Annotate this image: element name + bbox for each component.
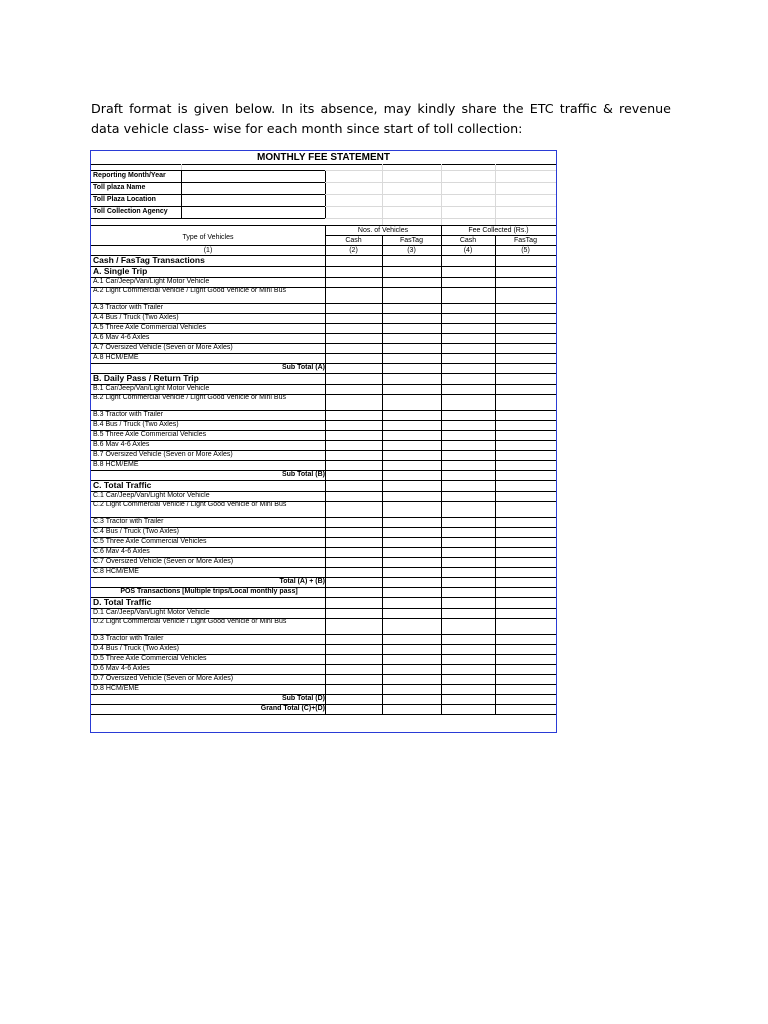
vehicle-class-label: D.6 Mav 4-6 Axles: [93, 665, 150, 672]
data-entry-cell[interactable]: [382, 303, 441, 313]
data-entry-cell[interactable]: [441, 333, 495, 343]
data-entry-cell[interactable]: [495, 608, 556, 618]
data-entry-cell[interactable]: [382, 527, 441, 537]
data-entry-cell[interactable]: [325, 527, 382, 537]
statement-title: MONTHLY FEE STATEMENT: [257, 152, 390, 163]
grid-line: [181, 170, 182, 218]
data-entry-cell[interactable]: [495, 287, 556, 303]
section-heading: Cash / FasTag Transactions: [93, 255, 205, 265]
data-entry-cell[interactable]: [382, 664, 441, 674]
data-entry-cell[interactable]: [495, 654, 556, 664]
column-number-1: (1): [203, 247, 213, 254]
data-entry-cell[interactable]: [441, 450, 495, 460]
data-entry-cell[interactable]: [495, 373, 556, 384]
data-entry-cell[interactable]: [382, 420, 441, 430]
data-entry-cell[interactable]: [495, 694, 556, 704]
data-entry-cell[interactable]: [325, 684, 382, 694]
data-entry-cell[interactable]: [382, 517, 441, 527]
data-entry-cell[interactable]: [441, 537, 495, 547]
data-entry-cell[interactable]: [325, 577, 382, 587]
cash-column-header: Cash: [345, 237, 362, 244]
data-entry-cell[interactable]: [382, 634, 441, 644]
vehicle-class-label: D.8 HCM/EME: [93, 685, 139, 692]
data-entry-cell[interactable]: [382, 266, 441, 277]
vehicle-class-label: B.8 HCM/EME: [93, 461, 139, 468]
data-entry-cell[interactable]: [495, 460, 556, 470]
data-entry-cell[interactable]: [382, 608, 441, 618]
data-entry-cell[interactable]: [441, 363, 495, 373]
data-entry-cell[interactable]: [495, 313, 556, 323]
data-entry-cell[interactable]: [382, 557, 441, 567]
data-entry-cell[interactable]: [495, 303, 556, 313]
data-entry-cell[interactable]: [441, 384, 495, 394]
data-entry-cell[interactable]: [441, 517, 495, 527]
data-entry-cell[interactable]: [382, 440, 441, 450]
data-entry-cell[interactable]: [441, 547, 495, 557]
data-entry-cell[interactable]: [441, 470, 495, 480]
data-entry-cell[interactable]: [325, 587, 382, 597]
grid-line: [441, 164, 442, 225]
data-entry-cell[interactable]: [495, 537, 556, 547]
subtotal-label: Sub Total (D): [281, 695, 325, 702]
vehicle-class-label: C.4 Bus / Truck (Two Axles): [93, 528, 179, 535]
data-entry-cell[interactable]: [441, 343, 495, 353]
fastag-column-header: FasTag: [514, 237, 537, 244]
data-entry-cell[interactable]: [495, 674, 556, 684]
data-entry-cell[interactable]: [382, 410, 441, 420]
data-entry-cell[interactable]: [325, 674, 382, 684]
data-entry-cell[interactable]: [382, 287, 441, 303]
data-entry-cell[interactable]: [441, 674, 495, 684]
vehicle-class-label: C.1 Car/Jeep/Van/Light Motor Vehicle: [93, 492, 210, 499]
data-entry-cell[interactable]: [441, 420, 495, 430]
vehicle-class-label: B.4 Bus / Truck (Two Axles): [93, 421, 179, 428]
data-entry-cell[interactable]: [441, 527, 495, 537]
data-entry-cell[interactable]: [441, 664, 495, 674]
data-entry-cell[interactable]: [441, 608, 495, 618]
data-entry-cell[interactable]: [441, 597, 495, 608]
section-heading: C. Total Traffic: [93, 480, 152, 490]
data-entry-cell[interactable]: [382, 537, 441, 547]
data-entry-cell[interactable]: [495, 277, 556, 287]
data-entry-cell[interactable]: [325, 557, 382, 567]
data-entry-cell[interactable]: [382, 353, 441, 363]
data-entry-cell[interactable]: [495, 255, 556, 266]
data-entry-cell[interactable]: [325, 480, 382, 491]
grid-line: [495, 255, 496, 714]
data-entry-cell[interactable]: [441, 634, 495, 644]
subtotal-label: Sub Total (B): [281, 471, 325, 478]
data-entry-cell[interactable]: [382, 313, 441, 323]
data-entry-cell[interactable]: [441, 567, 495, 577]
data-entry-cell[interactable]: [325, 333, 382, 343]
data-entry-cell[interactable]: [382, 373, 441, 384]
vehicle-class-label: B.3 Tractor with Trailer: [93, 411, 164, 418]
vehicle-class-label: A.2 Light Commercial Vehicle / Light Good Vehicle or Mini Bus: [93, 287, 286, 294]
vehicle-class-label: A.6 Mav 4-6 Axles: [93, 334, 150, 341]
data-entry-cell[interactable]: [495, 501, 556, 517]
vehicle-class-label: D.1 Car/Jeep/Van/Light Motor Vehicle: [93, 609, 210, 616]
data-entry-cell[interactable]: [441, 440, 495, 450]
data-entry-cell[interactable]: [382, 567, 441, 577]
data-entry-cell[interactable]: [495, 410, 556, 420]
form-field-label: Toll Collection Agency: [93, 208, 168, 215]
grid-line: [91, 206, 325, 207]
data-entry-cell[interactable]: [382, 654, 441, 664]
data-entry-cell[interactable]: [325, 597, 382, 608]
data-entry-cell[interactable]: [325, 277, 382, 287]
data-entry-cell[interactable]: [382, 491, 441, 501]
data-entry-cell[interactable]: [495, 266, 556, 277]
data-entry-cell[interactable]: [382, 384, 441, 394]
data-entry-cell[interactable]: [495, 450, 556, 460]
cash-column-header: Cash: [459, 237, 477, 244]
grid-line: [382, 164, 383, 225]
fastag-column-header: FasTag: [400, 237, 423, 244]
data-entry-cell[interactable]: [325, 704, 382, 714]
data-entry-cell[interactable]: [441, 704, 495, 714]
grid-line: [91, 714, 556, 715]
column-number-2: (2): [349, 247, 358, 254]
vehicle-class-label: C.3 Tractor with Trailer: [93, 518, 164, 525]
pos-transactions-label: POS Transactions [Multiple trips/Local monthly pass]: [120, 588, 298, 595]
data-entry-cell[interactable]: [325, 517, 382, 527]
data-entry-cell[interactable]: [441, 587, 495, 597]
data-entry-cell[interactable]: [382, 587, 441, 597]
vehicle-class-label: A.5 Three Axle Commercial Vehicles: [93, 324, 207, 331]
data-entry-cell[interactable]: [325, 255, 382, 266]
data-entry-cell[interactable]: [325, 547, 382, 557]
data-entry-cell[interactable]: [325, 287, 382, 303]
data-entry-cell[interactable]: [495, 430, 556, 440]
data-entry-cell[interactable]: [441, 255, 495, 266]
data-entry-cell[interactable]: [441, 287, 495, 303]
data-entry-cell[interactable]: [382, 333, 441, 343]
data-entry-cell[interactable]: [382, 597, 441, 608]
vehicle-class-label: A.8 HCM/EME: [93, 354, 139, 361]
data-entry-cell[interactable]: [325, 420, 382, 430]
data-entry-cell[interactable]: [495, 333, 556, 343]
data-entry-cell[interactable]: [441, 644, 495, 654]
data-entry-cell[interactable]: [495, 634, 556, 644]
grid-line: [441, 255, 442, 714]
data-entry-cell[interactable]: [441, 394, 495, 410]
data-entry-cell[interactable]: [382, 547, 441, 557]
data-entry-cell[interactable]: [382, 277, 441, 287]
vehicle-class-label: A.4 Bus / Truck (Two Axles): [93, 314, 179, 321]
vehicle-class-label: B.7 Oversized Vehicle (Seven or More Axles): [93, 451, 233, 458]
data-entry-cell[interactable]: [495, 491, 556, 501]
data-entry-cell[interactable]: [325, 694, 382, 704]
grid-line: [325, 255, 326, 714]
data-entry-cell[interactable]: [382, 694, 441, 704]
vehicle-class-label: D.3 Tractor with Trailer: [93, 635, 164, 642]
data-entry-cell[interactable]: [325, 323, 382, 333]
vehicle-class-label: D.4 Bus / Truck (Two Axles): [93, 645, 179, 652]
vehicle-class-label: B.5 Three Axle Commercial Vehicles: [93, 431, 207, 438]
vehicle-class-label: D.2 Light Commercial Vehicle / Light Good Vehicle or Mini Bus: [93, 618, 287, 625]
data-entry-cell[interactable]: [495, 684, 556, 694]
data-entry-cell[interactable]: [382, 450, 441, 460]
data-entry-cell[interactable]: [441, 430, 495, 440]
data-entry-cell[interactable]: [325, 654, 382, 664]
data-entry-cell[interactable]: [325, 491, 382, 501]
grid-line: [495, 164, 496, 225]
data-entry-cell[interactable]: [495, 420, 556, 430]
data-entry-cell[interactable]: [325, 410, 382, 420]
data-entry-cell[interactable]: [441, 277, 495, 287]
vehicle-class-label: B.1 Car/Jeep/Van/Light Motor Vehicle: [93, 385, 210, 392]
data-entry-cell[interactable]: [325, 440, 382, 450]
data-entry-cell[interactable]: [382, 470, 441, 480]
data-entry-cell[interactable]: [325, 430, 382, 440]
form-field-label: Reporting Month/Year: [93, 172, 166, 179]
data-entry-cell[interactable]: [441, 353, 495, 363]
form-field-value-input[interactable]: [183, 182, 323, 194]
vehicle-class-label: B.6 Mav 4-6 Axles: [93, 441, 150, 448]
data-entry-cell[interactable]: [325, 303, 382, 313]
form-field-value-input[interactable]: [183, 206, 323, 218]
data-entry-cell[interactable]: [382, 460, 441, 470]
section-heading: B. Daily Pass / Return Trip: [93, 373, 199, 383]
data-entry-cell[interactable]: [325, 266, 382, 277]
data-entry-cell[interactable]: [325, 618, 382, 634]
data-entry-cell[interactable]: [325, 384, 382, 394]
subtotal-label: Total (A) + (B): [279, 578, 325, 585]
data-entry-cell[interactable]: [495, 597, 556, 608]
data-entry-cell[interactable]: [325, 353, 382, 363]
nos-of-vehicles-header: Nos. of Vehicles: [357, 227, 409, 234]
data-entry-cell[interactable]: [441, 323, 495, 333]
data-entry-cell[interactable]: [441, 460, 495, 470]
subtotal-label: Sub Total (A): [281, 364, 325, 371]
data-entry-cell[interactable]: [495, 527, 556, 537]
data-entry-cell[interactable]: [382, 430, 441, 440]
intro-paragraph: Draft format is given below. In its absence, may kindly share the ETC traffic & revenue data vehicle class- wise for each month since start of toll collection:: [91, 101, 671, 136]
data-entry-cell[interactable]: [325, 664, 382, 674]
data-entry-cell[interactable]: [325, 470, 382, 480]
data-entry-cell[interactable]: [382, 618, 441, 634]
data-entry-cell[interactable]: [325, 373, 382, 384]
grid-line: [181, 164, 182, 170]
data-entry-cell[interactable]: [495, 704, 556, 714]
data-entry-cell[interactable]: [325, 644, 382, 654]
grid-line: [382, 255, 383, 714]
data-entry-cell[interactable]: [441, 694, 495, 704]
data-entry-cell[interactable]: [495, 440, 556, 450]
data-entry-cell[interactable]: [382, 674, 441, 684]
data-entry-cell[interactable]: [382, 323, 441, 333]
data-entry-cell[interactable]: [495, 587, 556, 597]
vehicle-class-label: C.7 Oversized Vehicle (Seven or More Axles): [93, 558, 234, 565]
data-entry-cell[interactable]: [382, 255, 441, 266]
grid-line: [91, 164, 556, 165]
data-entry-cell[interactable]: [382, 394, 441, 410]
grid-line: [91, 170, 325, 171]
data-entry-cell[interactable]: [495, 567, 556, 577]
data-entry-cell[interactable]: [441, 313, 495, 323]
data-entry-cell[interactable]: [325, 343, 382, 353]
column-number-4: (4): [463, 247, 473, 254]
monthly-fee-statement-table: [90, 150, 557, 733]
data-entry-cell[interactable]: [495, 644, 556, 654]
data-entry-cell[interactable]: [495, 323, 556, 333]
data-entry-cell[interactable]: [441, 654, 495, 664]
vehicle-class-label: A.3 Tractor with Trailer: [93, 304, 164, 311]
data-entry-cell[interactable]: [325, 363, 382, 373]
vehicle-class-label: A.1 Car/Jeep/Van/Light Motor Vehicle: [93, 278, 210, 285]
form-field-value-input[interactable]: [183, 170, 323, 182]
data-entry-cell[interactable]: [441, 577, 495, 587]
data-entry-cell[interactable]: [325, 608, 382, 618]
vehicle-class-label: D.5 Three Axle Commercial Vehicles: [93, 655, 207, 662]
data-entry-cell[interactable]: [382, 644, 441, 654]
data-entry-cell[interactable]: [495, 384, 556, 394]
data-entry-cell[interactable]: [441, 410, 495, 420]
section-heading: D. Total Traffic: [93, 597, 152, 607]
data-entry-cell[interactable]: [441, 557, 495, 567]
vehicle-class-label: C.6 Mav 4-6 Axles: [93, 548, 150, 555]
grid-line: [91, 182, 325, 183]
data-entry-cell[interactable]: [441, 501, 495, 517]
data-entry-cell[interactable]: [325, 537, 382, 547]
data-entry-cell[interactable]: [382, 501, 441, 517]
column-number-5: (5): [521, 247, 530, 254]
data-entry-cell[interactable]: [495, 363, 556, 373]
data-entry-cell[interactable]: [495, 480, 556, 491]
form-field-label: Toll Plaza Location: [93, 196, 156, 203]
data-entry-cell[interactable]: [382, 480, 441, 491]
column-number-3: (3): [407, 247, 416, 254]
data-entry-cell[interactable]: [495, 470, 556, 480]
data-entry-cell[interactable]: [382, 684, 441, 694]
data-entry-cell[interactable]: [382, 704, 441, 714]
data-entry-cell[interactable]: [495, 664, 556, 674]
data-entry-cell[interactable]: [441, 618, 495, 634]
data-entry-cell[interactable]: [382, 343, 441, 353]
data-entry-cell[interactable]: [325, 634, 382, 644]
data-entry-cell[interactable]: [441, 303, 495, 313]
vehicle-class-label: A.7 Oversized Vehicle (Seven or More Axles): [93, 344, 233, 351]
data-entry-cell[interactable]: [495, 577, 556, 587]
data-entry-cell[interactable]: [441, 480, 495, 491]
subtotal-label: Grand Total (C)+(D): [260, 705, 325, 712]
data-entry-cell[interactable]: [495, 557, 556, 567]
data-entry-cell[interactable]: [325, 567, 382, 577]
fee-collected-header: Fee Collected (Rs.): [468, 227, 529, 234]
data-entry-cell[interactable]: [495, 618, 556, 634]
data-entry-cell[interactable]: [325, 394, 382, 410]
vehicle-class-label: B.2 Light Commercial Vehicle / Light Good Vehicle or Mini Bus: [93, 394, 286, 401]
data-entry-cell[interactable]: [495, 353, 556, 363]
data-entry-cell[interactable]: [325, 450, 382, 460]
vehicle-class-label: C.5 Three Axle Commercial Vehicles: [93, 538, 207, 545]
data-entry-cell[interactable]: [495, 394, 556, 410]
data-entry-cell[interactable]: [325, 460, 382, 470]
data-entry-cell[interactable]: [495, 343, 556, 353]
vehicle-class-label: C.8 HCM/EME: [93, 568, 139, 575]
data-entry-cell[interactable]: [325, 313, 382, 323]
data-entry-cell[interactable]: [382, 577, 441, 587]
section-heading: A. Single Trip: [93, 266, 148, 276]
data-entry-cell[interactable]: [441, 266, 495, 277]
data-entry-cell[interactable]: [325, 501, 382, 517]
vehicle-class-label: D.7 Oversized Vehicle (Seven or More Axles): [93, 675, 234, 682]
data-entry-cell[interactable]: [441, 684, 495, 694]
data-entry-cell[interactable]: [495, 547, 556, 557]
data-entry-cell[interactable]: [382, 363, 441, 373]
grid-line: [91, 218, 325, 219]
form-field-value-input[interactable]: [183, 194, 323, 206]
form-field-label: Toll plaza Name: [93, 184, 146, 191]
data-entry-cell[interactable]: [495, 517, 556, 527]
grid-line: [91, 194, 325, 195]
data-entry-cell[interactable]: [441, 491, 495, 501]
vehicle-class-label: C.2 Light Commercial Vehicle / Light Good Vehicle or Mini Bus: [93, 501, 287, 508]
type-of-vehicles-header: Type of Vehicles: [182, 234, 234, 241]
data-entry-cell[interactable]: [441, 373, 495, 384]
